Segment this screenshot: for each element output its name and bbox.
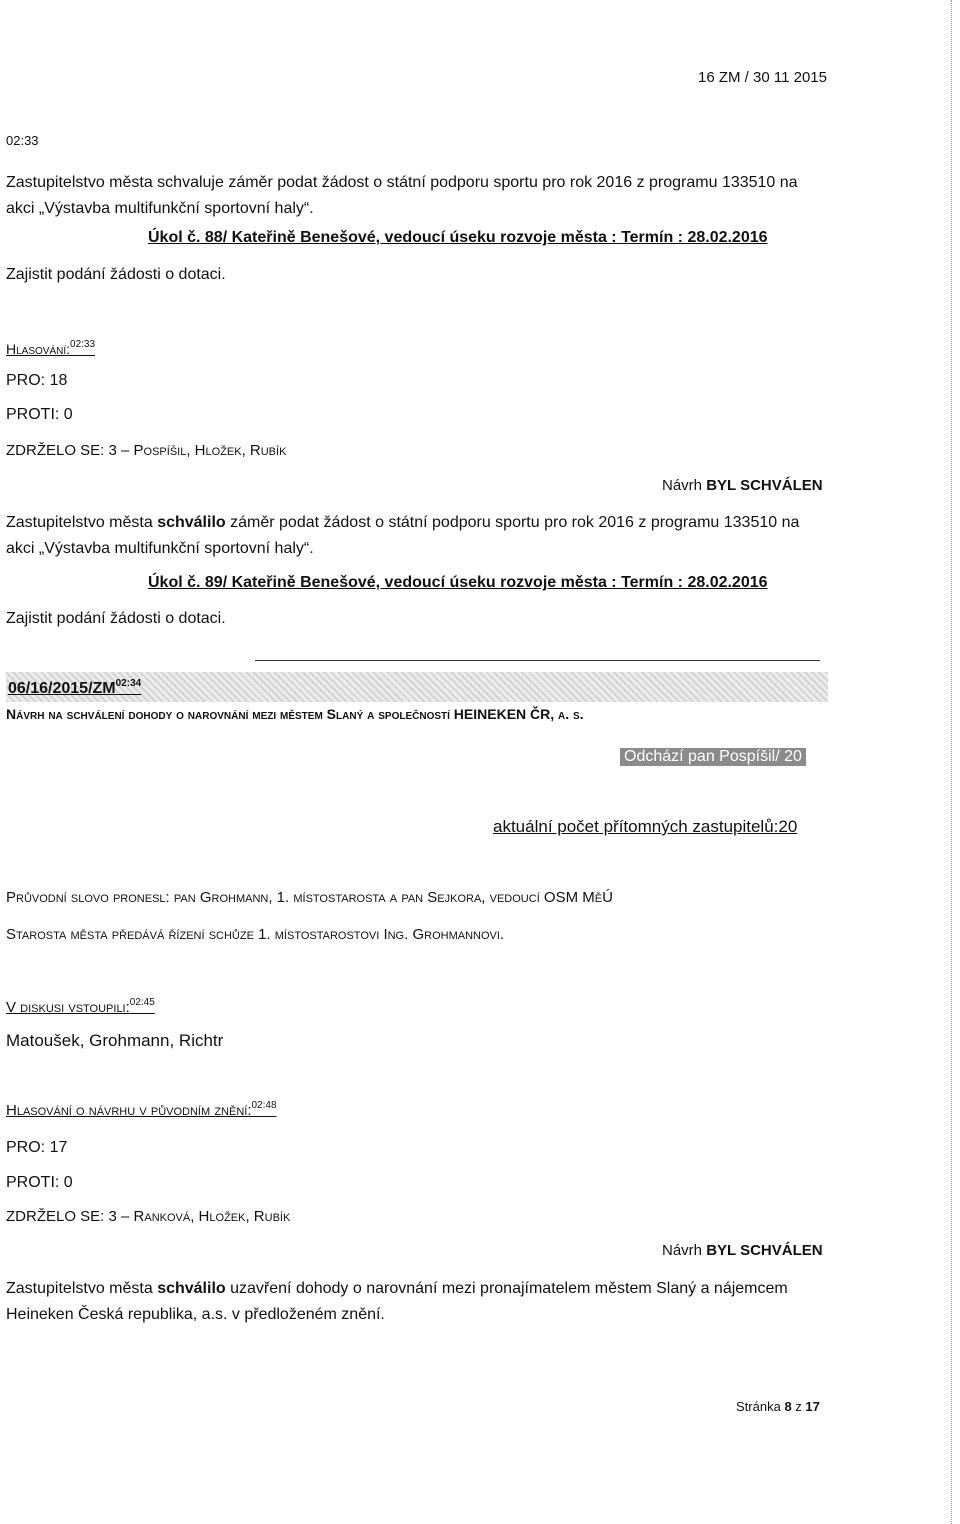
vote-time: 02:33 — [70, 339, 96, 350]
approved2-prefix: Zastupitelstvo města — [6, 1280, 153, 1297]
vote2-abstain: ZDRŽELO SE: 3 – Ranková, Hložek, Rubík — [6, 1208, 291, 1225]
page-current: 8 — [784, 1399, 792, 1414]
task-89-detail: Zajistit podání žádosti o dotaci. — [6, 610, 226, 627]
intro-line-1: Průvodní slovo pronesl: pan Grohmann, 1. místostarosta a pan Sejkora, vedoucí OSM MěÚ — [6, 889, 613, 906]
agenda-item-title: Návrh na schválení dohody o narovnání mezi městem Slaný a společností HEINEKEN ČR, a. s. — [6, 706, 584, 722]
vote2-time: 02:48 — [251, 1100, 277, 1111]
vote2-approved-text — [6, 1276, 828, 1328]
task-88-detail: Zajistit podání žádosti o dotaci. — [6, 266, 226, 283]
vote2-heading — [6, 1100, 277, 1119]
vote-heading-label: Hlasování: — [6, 341, 71, 357]
agenda-item-number — [8, 678, 141, 698]
timestamp: 02:33 — [6, 133, 39, 148]
vote-proti: PROTI: 0 — [6, 406, 73, 423]
vote-heading — [6, 339, 95, 357]
vote-abstain: ZDRŽELO SE: 3 – Pospíšil, Hložek, Rubík — [6, 442, 287, 459]
intro-line-2: Starosta města předává řízení schůze 1. místostarostovi Ing. Grohmannovi. — [6, 926, 505, 943]
discussion-names: Matoušek, Grohmann, Richtr — [6, 1031, 224, 1050]
result2-prefix: Návrh — [662, 1242, 703, 1259]
vote2-proti: PROTI: 0 — [6, 1174, 73, 1191]
vote2-pro: PRO: 17 — [6, 1139, 68, 1156]
item-time: 02:34 — [115, 678, 142, 689]
discussion-time: 02:45 — [129, 997, 155, 1008]
approved-text — [6, 510, 826, 562]
approved-prefix: Zastupitelstvo města — [6, 514, 153, 531]
approved2-verb: schválilo — [157, 1280, 226, 1297]
vote2-result — [662, 1242, 823, 1259]
approved-rest: záměr podat žádost o státní podporu sportu pro rok 2016 z programu 133510 na akci „Výstavba multifunkční sportovní haly“. — [6, 514, 800, 557]
meeting-ref: 16 ZM / 30 11 2015 — [698, 69, 827, 86]
resolution-text: Zastupitelstvo města schvaluje záměr podat žádost o státní podporu sportu pro rok 2016 z programu 133510 na akci „Výstavba multifunkční sportovní haly“. — [6, 174, 798, 217]
present-count: aktuální počet přítomných zastupitelů:20 — [493, 817, 798, 836]
approved2-rest: uzavření dohody o narovnání mezi pronajímatelem městem Slaný a nájemcem Heineken Česká republika, a.s. v předloženém znění. — [6, 1280, 788, 1323]
page-total: 17 — [805, 1399, 820, 1414]
discussion-heading — [6, 997, 155, 1016]
section-divider — [255, 660, 820, 661]
vote2-heading-label: Hlasování o návrhu v původním znění: — [6, 1102, 252, 1119]
result2-status: BYL SCHVÁLEN — [706, 1242, 823, 1259]
page-prefix: Stránka — [736, 1399, 781, 1414]
result-status: BYL SCHVÁLEN — [706, 477, 823, 494]
page-number — [736, 1399, 820, 1414]
vote-result — [662, 477, 823, 494]
result-prefix: Návrh — [662, 477, 703, 494]
vote-pro: PRO: 18 — [6, 372, 68, 389]
task-88: Úkol č. 88/ Kateřině Benešové, vedoucí úseku rozvoje města : Termín : 28.02.2016 — [148, 229, 768, 246]
item-number: 06/16/2015/ZM — [8, 680, 116, 697]
approved-verb: schválilo — [157, 514, 226, 531]
scan-edge — [951, 0, 960, 1524]
departure-note: Odchází pan Pospíšil/ 20 — [620, 748, 806, 766]
page-of: z — [795, 1399, 802, 1414]
discussion-label: V diskusi vstoupili: — [6, 999, 130, 1016]
task-89: Úkol č. 89/ Kateřině Benešové, vedoucí úseku rozvoje města : Termín : 28.02.2016 — [148, 574, 768, 591]
